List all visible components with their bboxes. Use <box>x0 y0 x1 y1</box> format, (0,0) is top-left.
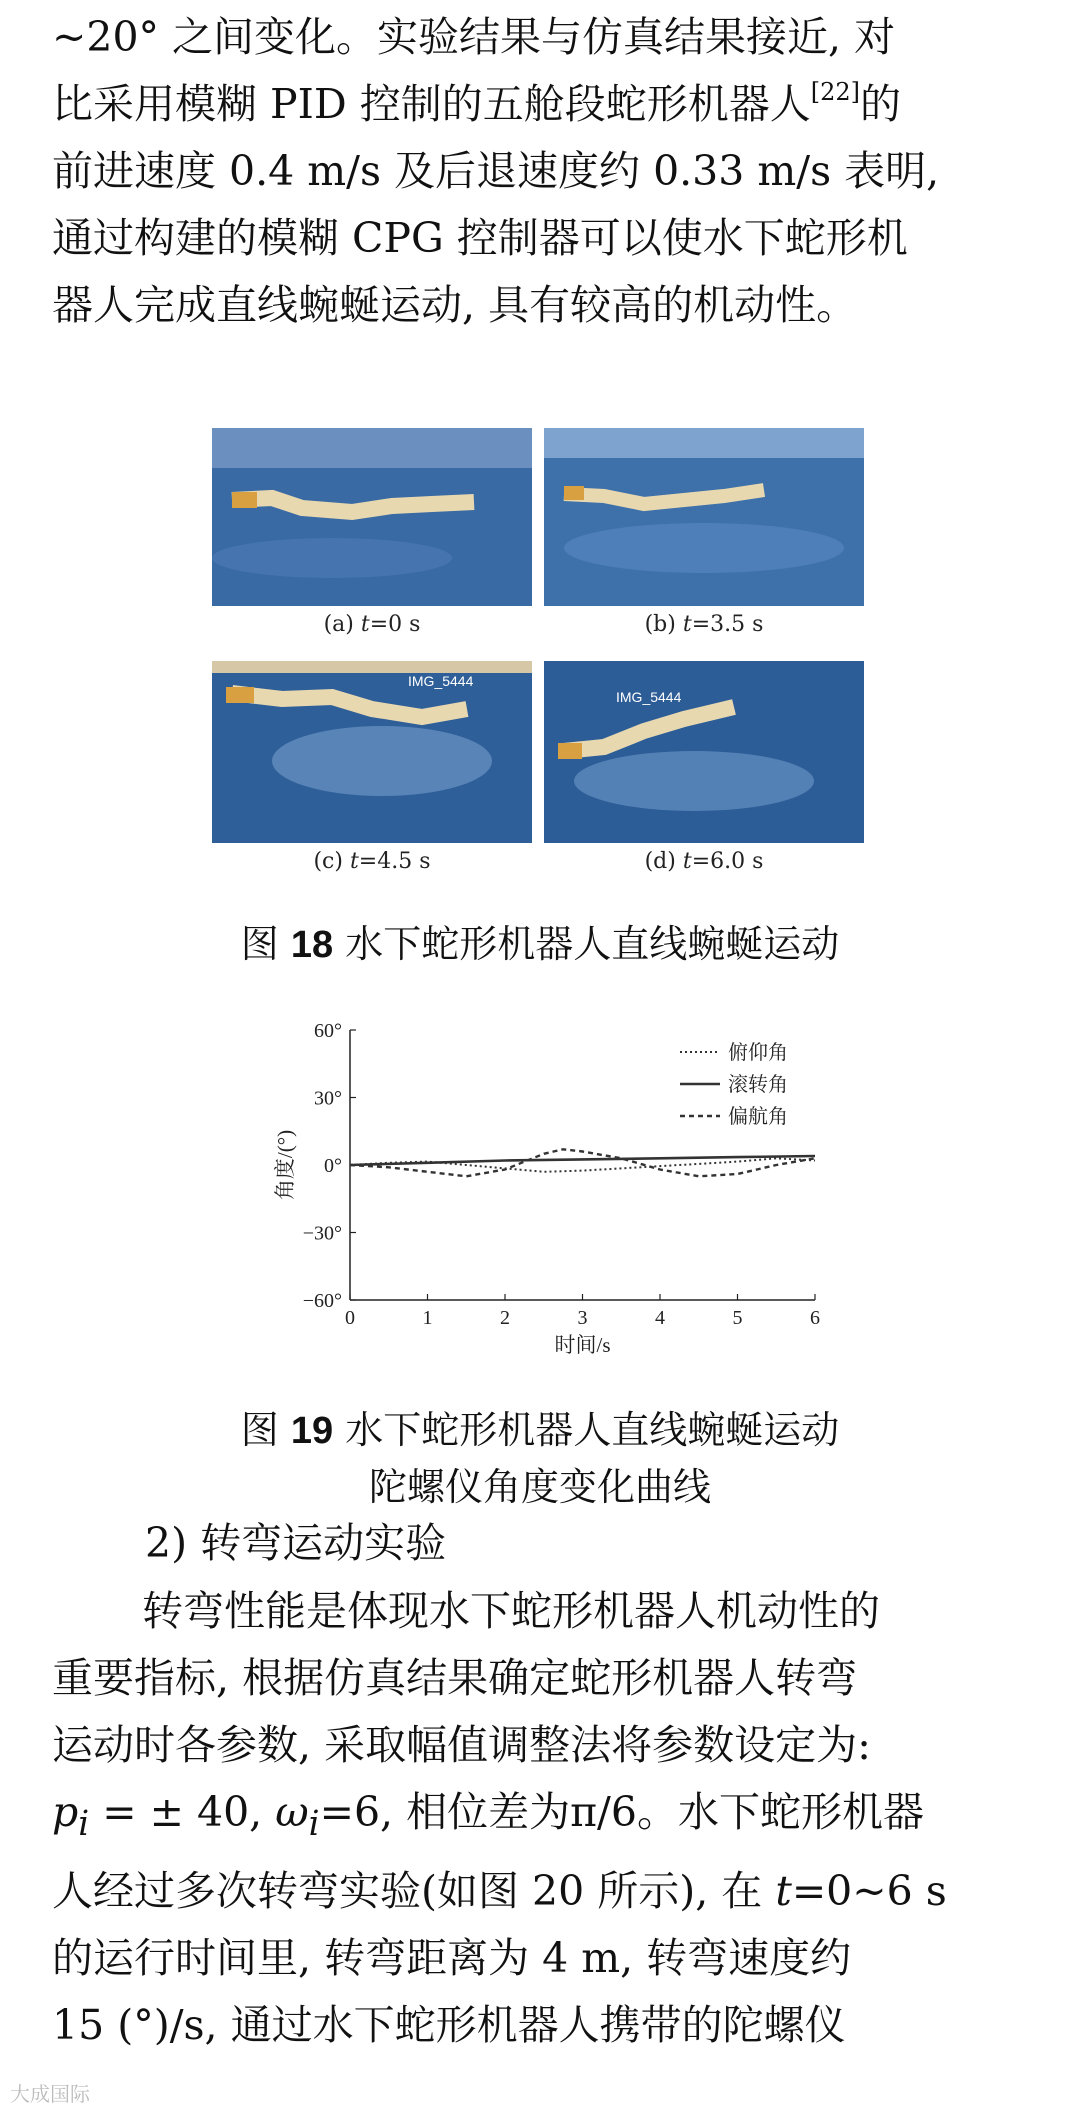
gyroscope-angle-chart <box>230 1010 850 1370</box>
photo-c <box>212 661 532 843</box>
legend-label: 偏航角 <box>728 1106 788 1128</box>
photo-a <box>212 428 532 606</box>
snake-robot-image <box>212 661 532 843</box>
legend-label: 滚转角 <box>728 1074 788 1096</box>
paragraph-line: 器人完成直线蜿蜒运动, 具有较高的机动性。 <box>52 281 858 329</box>
y-tick-label: 30° <box>314 1087 342 1110</box>
image-tag: IMG_5444 <box>616 689 682 705</box>
paragraph-line: 人经过多次转弯实验(如图 20 所示), 在 t=0~6 s <box>52 1867 947 1916</box>
paragraph-line: $p_i$ = ± 40, $\omega_i=6$, 相位差为π/6。水下蛇形机器 <box>52 1788 924 1845</box>
image-tag: IMG_5444 <box>408 673 474 689</box>
x-tick-label: 4 <box>655 1307 665 1329</box>
x-tick-label: 3 <box>577 1307 588 1329</box>
paragraph-line: 比采用模糊 PID 控制的五舱段蛇形机器人[22]的 <box>52 78 901 128</box>
citation-ref[interactable]: [22] <box>810 78 860 106</box>
bottom-paragraph <box>52 1578 1042 2059</box>
y-tick-label: −30° <box>302 1222 342 1245</box>
caption-c: (c) t=4.5 s <box>313 849 431 874</box>
paragraph-line: 重要指标, 根据仿真结果确定蛇形机器人转弯 <box>52 1654 858 1702</box>
x-tick-label: 2 <box>500 1307 510 1329</box>
y-tick-label: 60° <box>314 1020 342 1042</box>
caption-d: (d) t=6.0 s <box>644 849 764 874</box>
figure-18-caption: 图 18 水下蛇形机器人直线蜿蜒运动 <box>240 922 840 966</box>
x-tick-label: 5 <box>732 1307 743 1329</box>
snake-robot-image <box>544 661 864 843</box>
watermark: 大成国际 <box>10 2084 90 2106</box>
photo-d <box>544 661 864 843</box>
y-tick-label: 0° <box>324 1155 342 1177</box>
caption-b: (b) t=3.5 s <box>644 612 764 637</box>
paragraph-line: 运动时各参数, 采取幅值调整法将参数设定为: <box>52 1721 871 1769</box>
paragraph-line: 通过构建的模糊 CPG 控制器可以使水下蛇形机 <box>52 214 908 262</box>
snake-robot-image <box>544 428 864 606</box>
figure-19-caption: 图 19 水下蛇形机器人直线蜿蜒运动 陀螺仪角度变化曲线 <box>240 1408 840 1509</box>
x-axis-label: 时间/s <box>554 1333 611 1357</box>
top-paragraph <box>52 4 1042 339</box>
y-axis-label: 角度/(°) <box>273 1129 297 1201</box>
x-tick-label: 6 <box>810 1307 820 1329</box>
paragraph-line: 前进速度 0.4 m/s 及后退速度约 0.33 m/s 表明, <box>52 147 940 195</box>
paragraph-line: 转弯性能是体现水下蛇形机器人机动性的 <box>142 1587 880 1635</box>
x-tick-label: 0 <box>345 1307 355 1329</box>
legend-label: 俯仰角 <box>728 1042 788 1064</box>
snake-robot-image <box>212 428 532 606</box>
caption-a: (a) t=0 s <box>323 612 421 637</box>
paragraph-line: ~20° 之间变化。实验结果与仿真结果接近, 对 <box>52 13 896 61</box>
section-heading: 2) 转弯运动实验 <box>145 1519 447 1567</box>
paragraph-line: 15 (°)/s, 通过水下蛇形机器人携带的陀螺仪 <box>52 2001 846 2050</box>
y-tick-label: −60° <box>302 1290 342 1312</box>
photo-b <box>544 428 864 606</box>
x-tick-label: 1 <box>422 1307 433 1329</box>
paragraph-line: 的运行时间里, 转弯距离为 4 m, 转弯速度约 <box>52 1934 852 1983</box>
